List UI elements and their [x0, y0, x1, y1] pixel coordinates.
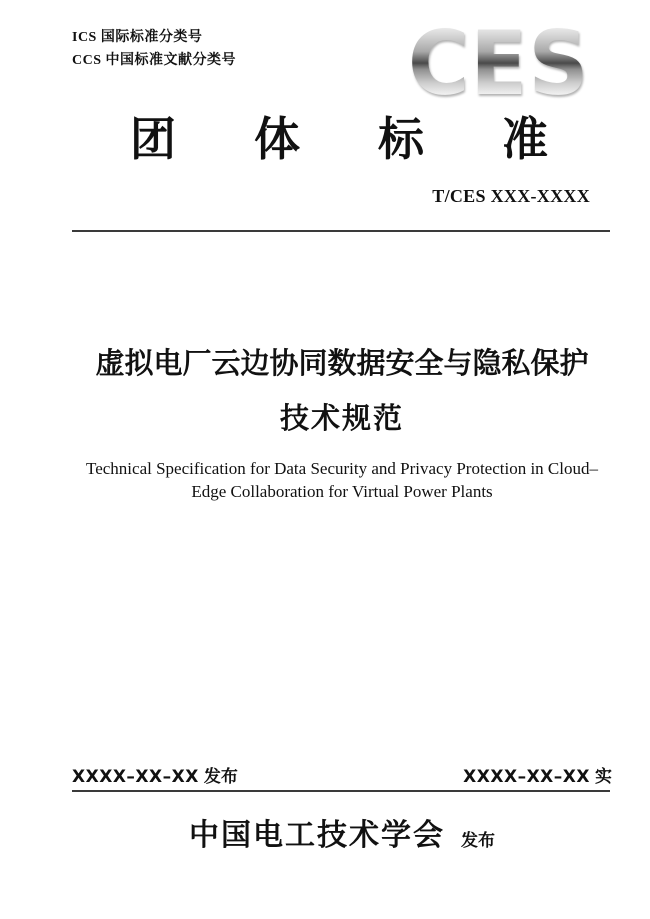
banner-char: 准 — [502, 112, 548, 166]
publisher-label: 发布 — [461, 831, 495, 851]
issue-date: XXXX–XX–XX — [72, 767, 199, 787]
date-row — [72, 767, 612, 787]
english-title — [72, 457, 612, 503]
ces-logo: CES — [408, 12, 590, 115]
top-divider — [72, 230, 610, 232]
standard-type-banner — [72, 112, 612, 166]
english-title-line-1: Technical Specification for Data Security and Privacy Protection in Cloud– — [86, 459, 598, 478]
ics-line: ICS 国际标准分类号 — [72, 30, 203, 45]
issue-date-label: 发布 — [203, 767, 238, 787]
english-title-line-2: Edge Collaboration for Virtual Power Plants — [191, 482, 493, 501]
bottom-divider — [72, 790, 610, 792]
banner-char: 体 — [254, 112, 300, 166]
publisher-name: 中国电工技术学会 — [189, 818, 445, 853]
ccs-line: CCS 中国标准文献分类号 — [72, 53, 237, 68]
title-line-1: 虚拟电厂云边协同数据安全与隐私保护 — [95, 346, 589, 380]
title-line-2: 技术规范 — [279, 401, 404, 435]
implement-date-label: 实 — [595, 767, 612, 787]
banner-char: 团 — [130, 112, 176, 166]
issue-date-group — [72, 767, 238, 787]
implement-date: XXXX–XX–XX — [463, 767, 590, 787]
classification-block — [72, 26, 236, 72]
publisher-row — [72, 819, 612, 852]
implement-date-group — [463, 767, 612, 787]
banner-char: 标 — [378, 112, 424, 166]
standard-number: T/CES XXX-XXXX — [432, 186, 590, 206]
